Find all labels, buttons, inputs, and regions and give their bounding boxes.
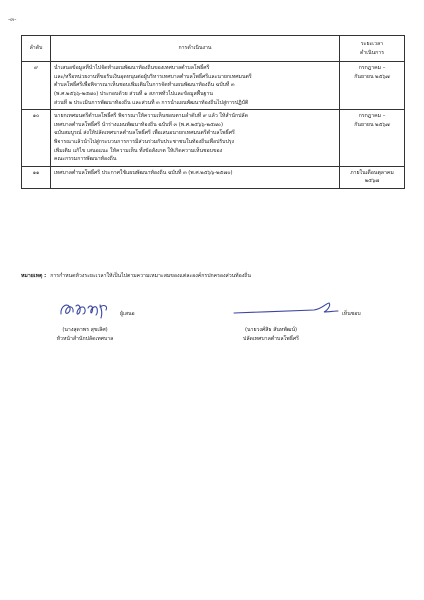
table-header-row (22, 36, 405, 62)
activity-line: นำเสนอข้อมูลที่นำไปจัดทำแผนพัฒนาท้องถิ่นของเทศบาลตำบลโพธิ์ศรี (54, 65, 210, 72)
activity-plan-table (21, 35, 405, 189)
period-line: กรกฎาคม – (358, 113, 386, 120)
handwritten-signature-left (58, 298, 118, 322)
period-line: กรกฎาคม – (358, 65, 386, 72)
activity-line: เทศบาลตำบลโพธิ์ศรี นำร่างแผนพัฒนาท้องถิ่น ฉบับที่ ๓ (พ.ศ.๒๕๖๖-๒๕๗๐) (54, 121, 223, 128)
row-number: ๙ (22, 62, 51, 110)
table-row (22, 166, 405, 188)
remark-text: การกำหนดห้วงระยะเวลาให้เป็นไปตามความเหมาะสมของแต่ละองค์กรปกครองส่วนท้องถิ่น (50, 273, 251, 279)
header-no: ลำดับ (22, 36, 51, 62)
activity-line: เพิ่มเติม แก้ไข เสนอแนะ ให้ความเห็น ทั้งข้อสังเกต ให้เกิดความเห็นชอบของ (54, 147, 223, 154)
header-period (340, 36, 405, 62)
header-activity: การดำเนินงาน (51, 36, 340, 62)
row-number: ๑๑ (22, 166, 51, 188)
activity-line: ฉบับสมบูรณ์ ส่งให้ปลัดเทศบาลตำบลโพธิ์ศรี เพื่อเสนอนายกเทศมนตรีตำบลโพธิ์ศรี (54, 130, 235, 137)
header-period-line-1: ระยะเวลา (360, 41, 384, 47)
header-period-line-2: ดำเนินการ (360, 49, 384, 56)
row-period (340, 110, 405, 167)
approver-name: (นายวงศ์สิธ สันหพัฒน์) (244, 327, 298, 333)
row-activity (51, 110, 340, 167)
row-period (340, 62, 405, 110)
period-line: ๒๕๖๗ (364, 178, 380, 185)
table-row (22, 110, 405, 167)
activity-line: พิจารณาแล้วนำไปสู่กระบวนการการมีส่วนร่วมกับประชาชนในท้องถิ่นเพื่อปรับปรุง (54, 138, 235, 145)
row-activity (51, 62, 340, 110)
proposer-block (40, 326, 130, 344)
activity-line: เทศบาลตำบลโพธิ์ศรี ประกาศใช้แผนพัฒนาท้องถิ่น ฉบับที่ ๓ (พ.ศ.๒๕๖๖-๒๕๗๐) (54, 169, 233, 176)
page-number: -๓- (8, 16, 17, 23)
row-period (340, 166, 405, 188)
activity-line: และ/หรือหน่วยงานที่ขอรับเงินอุดหนุนต่อผู้บริหารเทศบาลตำบลโพธิ์ศรีและนายกเทศมนตรี (54, 73, 252, 80)
activity-line: ส่วนที่ ๒ ประเมินการพัฒนาท้องถิ่น และส่วนที่ ๓ การนำแผนพัฒนาท้องถิ่นไปสู่การปฏิบัติ (54, 99, 249, 106)
activity-line: นายกเทศมนตรีตำบลโพธิ์ศรี พิจารณาให้ความเห็นชอบตามลำดับที่ ๙ แล้ว ให้สำนักปลัด (54, 113, 248, 120)
proposer-position: หัวหน้าสำนักปลัดเทศบาล (56, 336, 114, 342)
proposer-name: (นางสุดาพร สุขเลิศ) (62, 327, 108, 333)
activity-line: (พ.ศ.๒๕๖๖-๒๕๗๐) ประกอบด้วย ส่วนที่ ๑ สภาพทั่วไปและข้อมูลพื้นฐาน (54, 90, 213, 97)
period-line: กันยายน ๒๕๖๗ (354, 73, 390, 80)
activity-line: ตำบลโพธิ์ศรีเพื่อพิจารณาเห็นชอบเพิ่มเติมในการจัดทำแผนพัฒนาท้องถิ่น ฉบับที่ ๓ (54, 82, 235, 89)
approver-block (226, 326, 316, 344)
approver-role: เห็นชอบ (342, 311, 361, 317)
activity-line: คณะกรรมการพัฒนาท้องถิ่น (54, 156, 117, 163)
period-line: กันยายน ๒๕๖๗ (354, 121, 390, 128)
period-line: ภายในเดือนตุลาคม (350, 169, 394, 176)
table-row (22, 62, 405, 110)
row-activity (51, 166, 340, 188)
handwritten-signature-right (230, 300, 340, 320)
remark-label: หมายเหตุ : (21, 273, 47, 279)
approver-position: ปลัดเทศบาลตำบลโพธิ์ศรี (243, 336, 299, 342)
proposer-role: ผู้เสนอ (120, 311, 135, 317)
remark (21, 272, 251, 280)
row-number: ๑๐ (22, 110, 51, 167)
